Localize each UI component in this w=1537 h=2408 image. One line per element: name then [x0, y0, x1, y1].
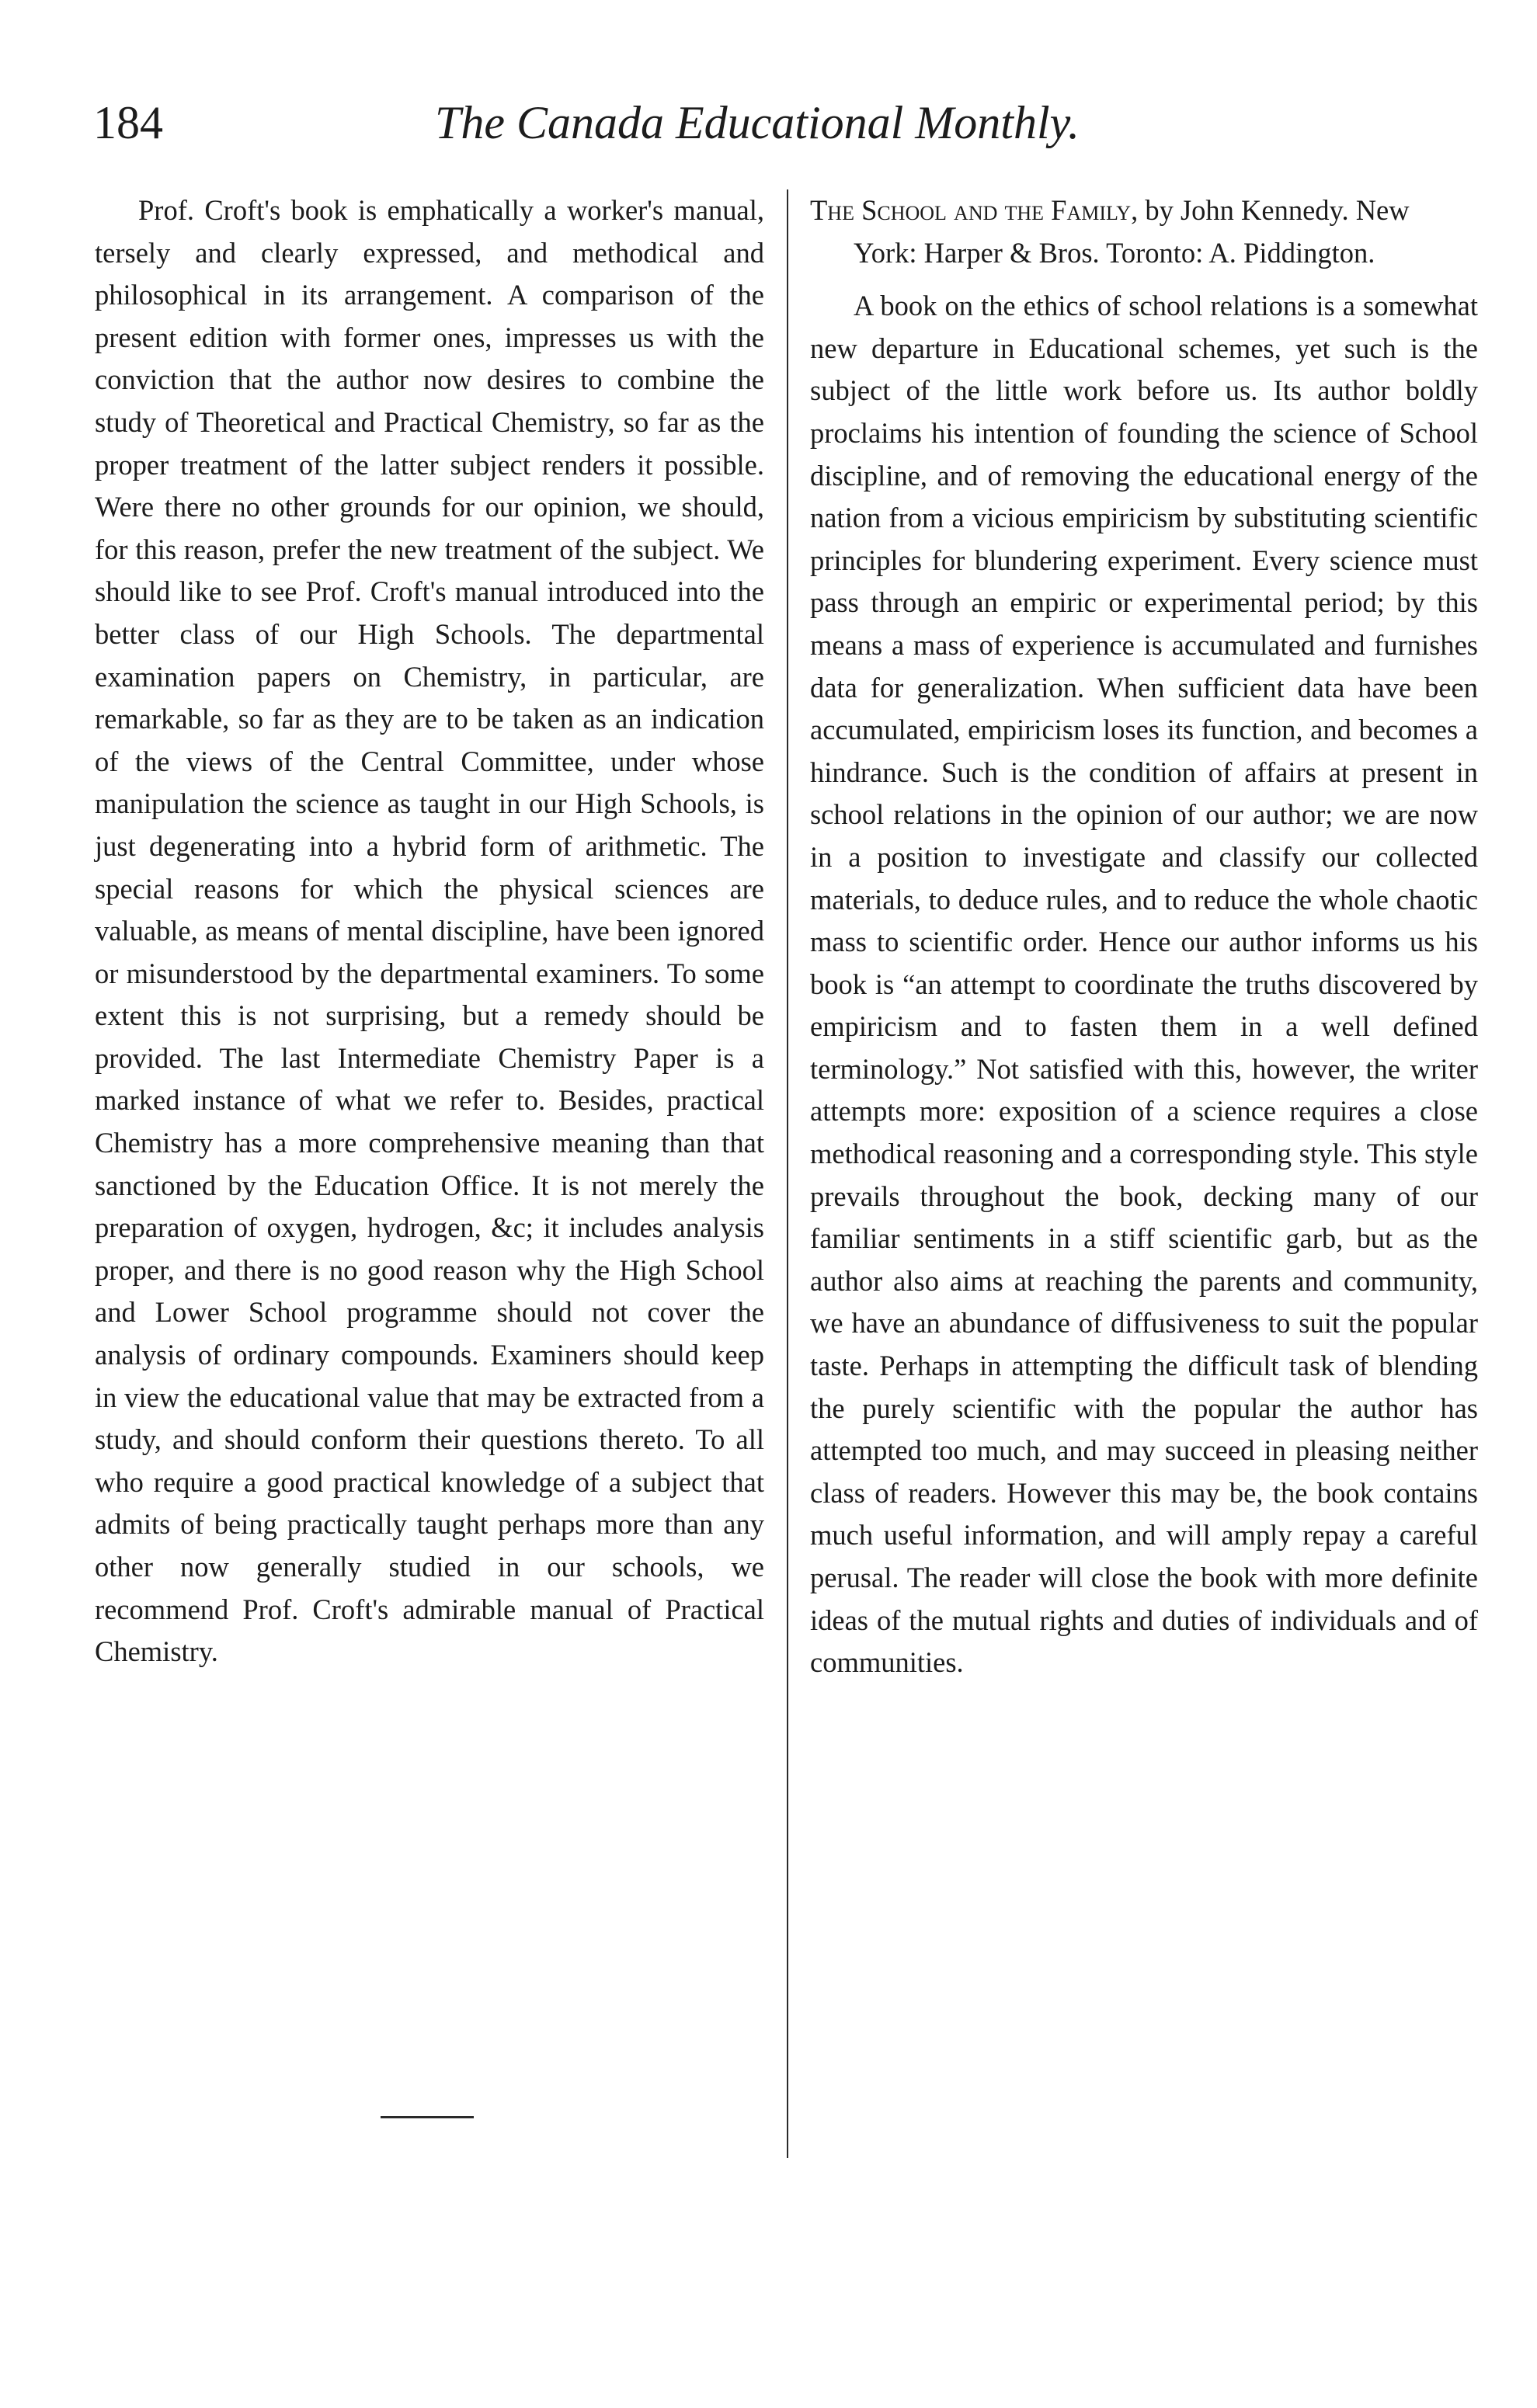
review-heading [810, 189, 1478, 274]
left-column [95, 189, 764, 1673]
section-end-rule [381, 2116, 474, 2118]
croft-review-paragraph: Prof. Croft's book is emphatically a worker's manual, tersely and clearly expressed, and methodical and philosophical in its arrangement. A comparison of the present edition with former ones, impresses us with the conviction that the author now desires to combine the study of Theoretical and Practical Chemistry, so far as the proper treatment of the latter subject renders it possible. Were there no other grounds for our opinion, we should, for this reason, prefer the new treatment of the subject. We should like to see Prof. Croft's manual introduced into the better class of our High Schools. The departmental examination papers on Chemistry, in particular, are remarkable, so far as they are to be taken as an indication of the views of the Central Committee, under whose manipulation the science as taught in our High Schools, is just degenerating into a hybrid form of arithmetic. The special reasons for which the physical sciences are valuable, as means of mental discipline, have been ignored or misunderstood by the departmental examiners. To some extent this is not surprising, but a remedy should be provided. The last Intermediate Chemistry Paper is a marked instance of what we refer to. Besides, practical Chemistry has a more comprehensive meaning than that sanctioned by the Education Office. It is not merely the preparation of oxygen, hydrogen, &c; it includes analysis proper, and there is no good reason why the High School and Lower School programme should not cover the analysis of ordinary compounds. Examiners should keep in view the educational value that may be extracted from a study, and should conform their questions thereto. To all who require a good practical knowledge of a subject that admits of being practically taught perhaps more than any other now generally studied in our schools, we recommend Prof. Croft's admirable manual of Practical Chemistry. [95, 194, 764, 1668]
review-citation: by John Kennedy. New York: Harper & Bros. Toronto: A. Piddington. [854, 194, 1410, 269]
review-title: The School and the Family, [810, 194, 1139, 226]
right-column [810, 189, 1478, 1684]
page-header [93, 92, 1181, 154]
page-number: 184 [93, 97, 163, 148]
school-family-review-paragraph: A book on the ethics of school relations is a somewhat new departure in Educational schemes, yet such is the subject of the little work before us. Its author boldly proclaims his intention of founding the science of School discipline, and of removing the educational energy of the nation from a vicious empiricism by substituting scientific principles for blundering experiment. Every science must pass through an empiric or experimental period; by this means a mass of experience is accumulated and furnishes data for generalization. When sufficient data have been accumulated, empiricism loses its function, and becomes a hindrance. Such is the condition of affairs at present in school relations in the opinion of our author; we are now in a position to investigate and classify our collected materials, to deduce rules, and to reduce the whole chaotic mass to scientific order. Hence our author informs us his book is “an attempt to coordinate the truths discovered by empiricism and to fasten them in a well defined terminology.” Not satisfied with this, however, the writer attempts more: exposition of a science requires a close methodical reasoning and a corresponding style. This style prevails throughout the book, decking many of our familiar sentiments in a stiff scientific garb, but as the author also aims at reaching the parents and community, we have an abundance of diffusiveness to suit the popular taste. Perhaps in attempting the difficult task of blending the purely scientific with the popular the author has attempted too much, and may succeed in pleasing neither class of readers. However this may be, the book contains much useful information, and will amply repay a careful perusal. The reader will close the book with more definite ideas of the mutual rights and duties of individuals and of communities. [810, 290, 1478, 1679]
running-title: The Canada Educational Monthly. [435, 97, 1080, 148]
column-divider [787, 189, 788, 2158]
